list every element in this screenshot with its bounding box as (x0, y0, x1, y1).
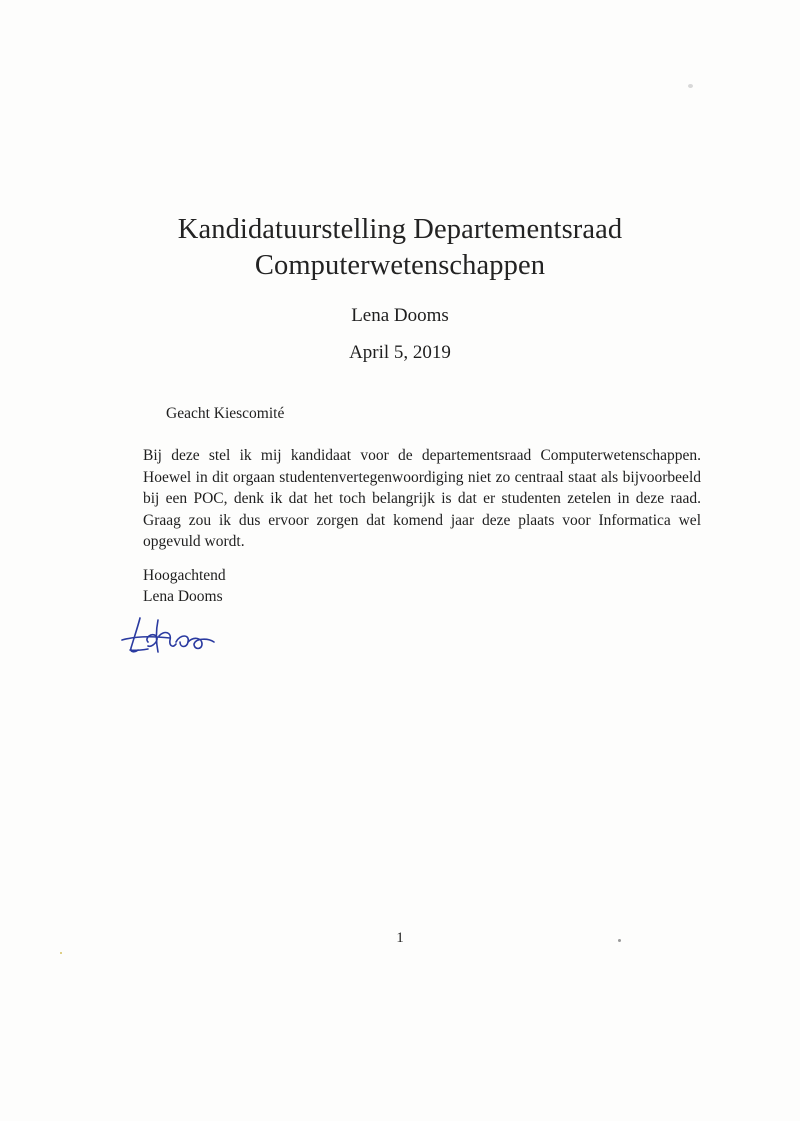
document-title (0, 212, 800, 284)
page-number: 1 (396, 930, 404, 946)
salutation: Geacht Kiescomité (166, 405, 285, 422)
title-line-2: Computerwetenschappen (254, 250, 546, 281)
handwritten-signature (118, 612, 238, 660)
body-paragraph: Bij deze stel ik mij kandidaat voor de departementsraad Computerwetenschappen. Hoewel in dit orgaan studentenvertegenwoordiging niet zo centraal staat als bijvoorbeeld bij een POC, denk ik dat het toch belangrijk is dat er studenten zetelen in deze raad. Graag zou ik dus ervoor zorgen dat komend jaar deze plaats voor Informatica wel opgevuld wordt. (143, 447, 701, 551)
closing-name: Lena Dooms (143, 588, 223, 605)
paper-speck (618, 939, 621, 942)
author-name: Lena Dooms (351, 305, 449, 326)
closing-block (143, 565, 226, 607)
closing-phrase: Hoogachtend (143, 567, 226, 584)
title-line-1: Kandidatuurstelling Departementsraad (177, 214, 623, 245)
paper-speck (60, 952, 62, 954)
paper-speck (688, 84, 693, 88)
document-date: April 5, 2019 (349, 342, 451, 363)
